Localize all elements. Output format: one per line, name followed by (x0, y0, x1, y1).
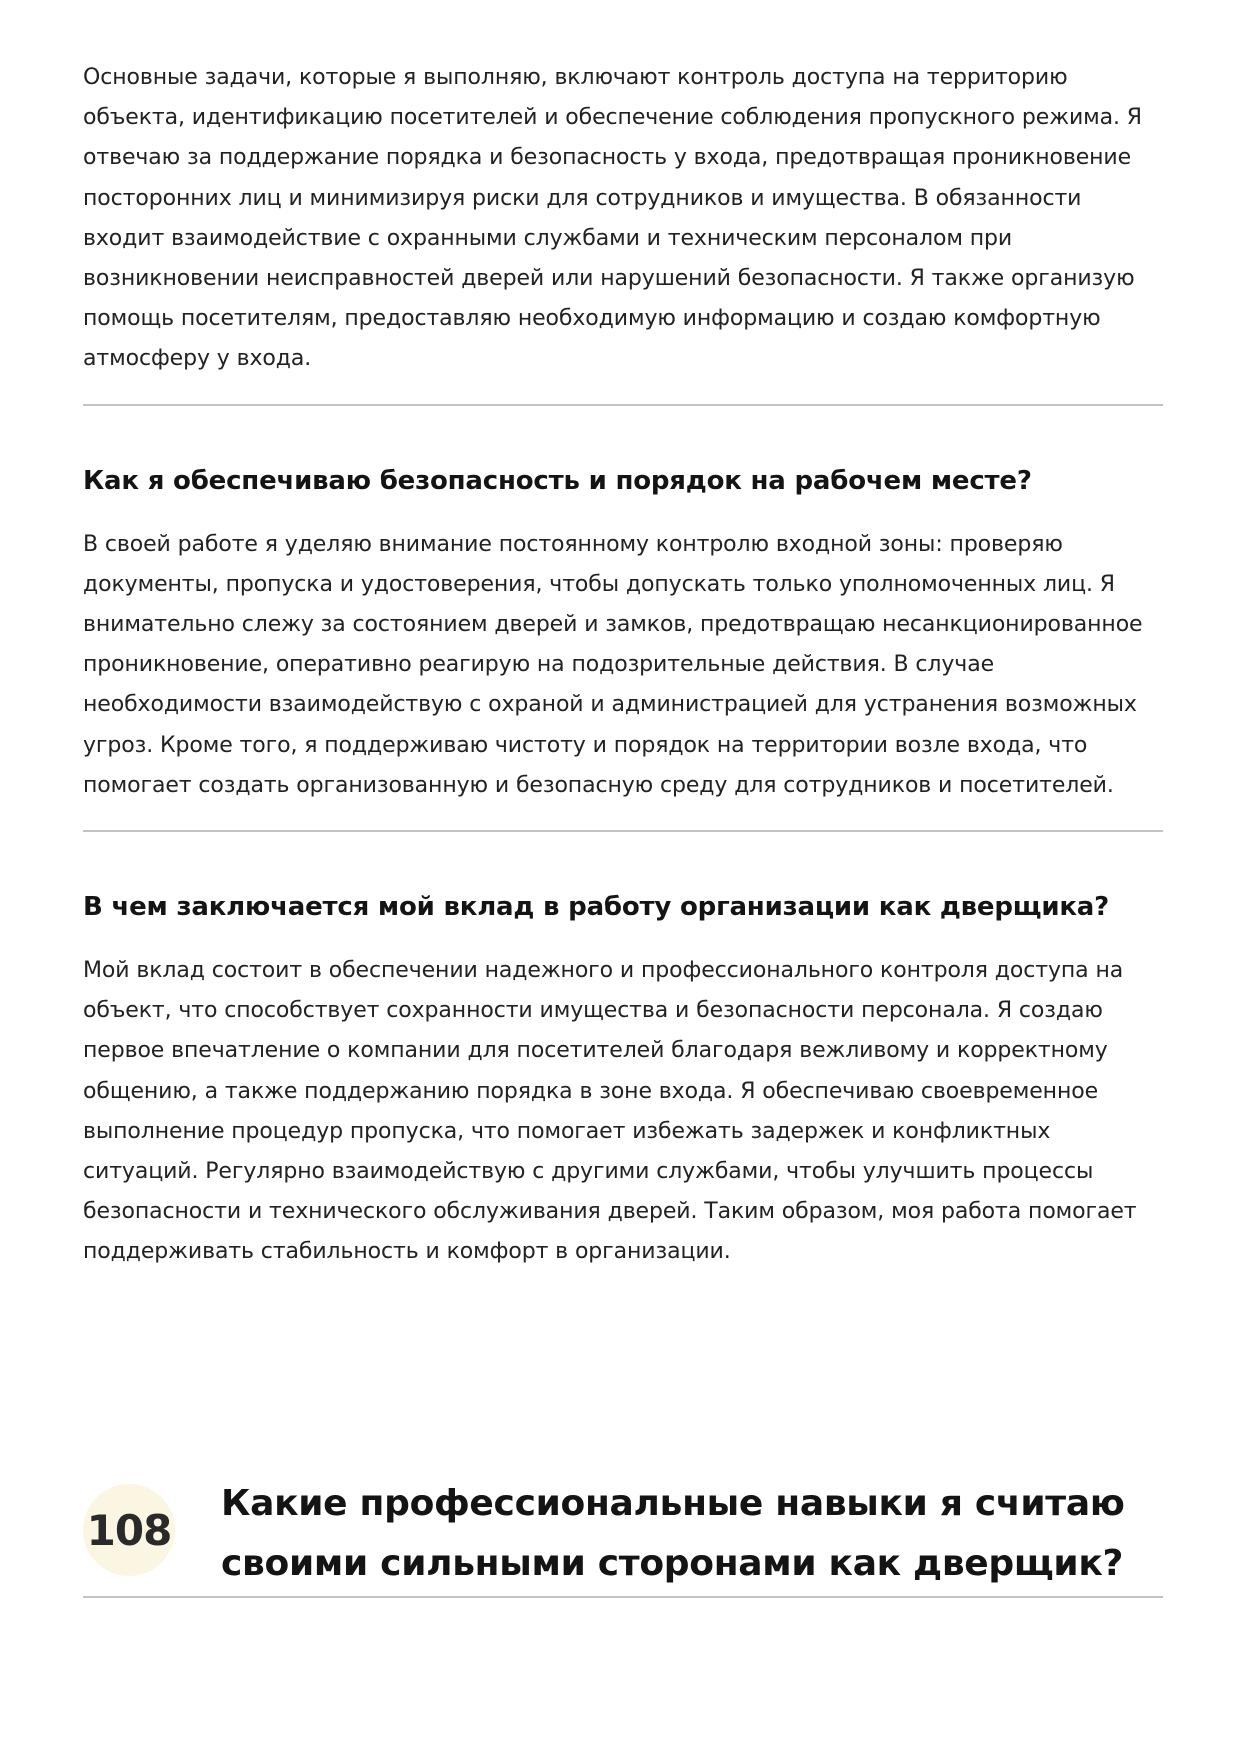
document-page (83, 58, 1163, 1273)
next-question-header (83, 1474, 1163, 1598)
question-heading-safety: Как я обеспечиваю безопасность и порядок на рабочем месте? (83, 465, 1032, 496)
intro-paragraph: Основные задачи, которые я выполняю, включают контроль доступа на территорию объекта, идентификацию посетителей и обеспечение соблюдения пропускного режима. Я отвечаю за поддержание порядка и безопасность у входа, предотвращая проникновение посторонних лиц и минимизируя риски для сотрудников и имущества. В обязанности входит взаимодействие с охранными службами и техническим персоналом при возникновении неисправностей дверей или нарушений безопасности. Я также организую помощь посетителям, предоставляю необходимую информацию и создаю комфортную атмосферу у входа. (83, 65, 1142, 372)
question-number-badge: 108 (83, 1484, 175, 1576)
answer-paragraph-contribution: Мой вклад состоит в обеспечении надежного и профессионального контроля доступа на объект, что способствует сохранности имущества и безопасности персонала. Я создаю первое впечатление о компании для посетителей благодаря вежливому и корректному общению, а также поддержанию порядка в зоне входа. Я обеспечиваю своевременное выполнение процедур пропуска, что помогает избежать задержек и конфликтных ситуаций. Регулярно взаимодействую с другими службами, чтобы улучшить процессы безопасности и технического обслуживания дверей. Таким образом, моя работа помогает поддерживать стабильность и комфорт в организации. (83, 958, 1137, 1265)
section-divider (83, 404, 1163, 406)
answer-paragraph-safety: В своей работе я уделяю внимание постоянному контролю входной зоны: проверяю документы, пропуска и удостоверения, чтобы допускать только уполномоченных лиц. Я внимательно слежу за состоянием дверей и замков, предотвращаю несанкционированное проникновение, оперативно реагирую на подозрительные действия. В случае необходимости взаимодействую с охраной и администрацией для устранения возможных угроз. Кроме того, я поддерживаю чистоту и порядок на территории возле входа, что помогает создать организованную и безопасную среду для сотрудников и посетителей. (83, 531, 1143, 798)
next-question-title: Какие профессиональные навыки я считаю своими сильными сторонами как дверщик? (221, 1483, 1125, 1584)
section-divider (83, 830, 1163, 832)
question-heading-contribution: В чем заключается мой вклад в работу организации как дверщика? (83, 892, 1110, 923)
